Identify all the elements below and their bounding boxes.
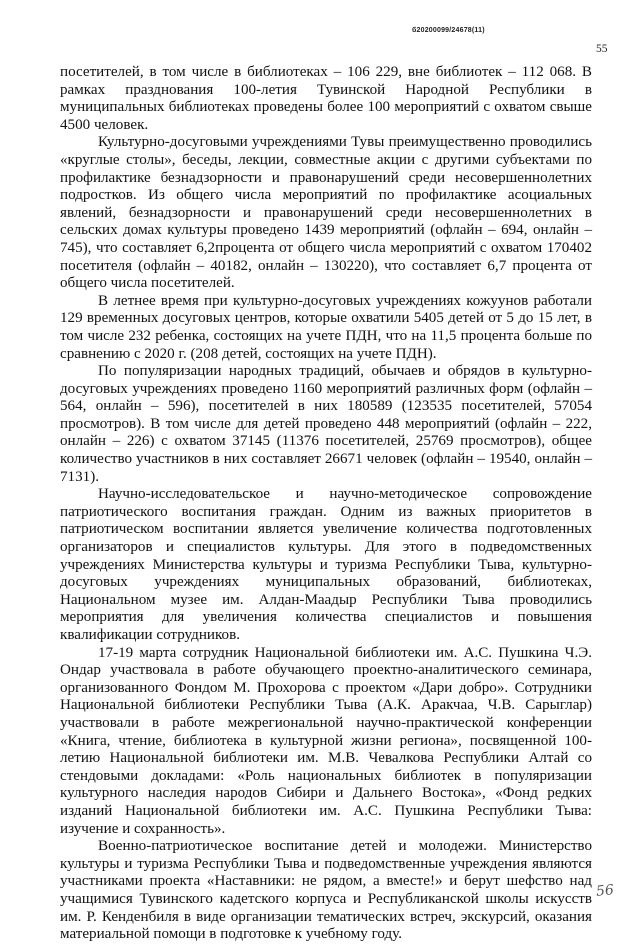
document-code: б20200099/24678(11) [412,27,485,34]
page-number: 55 [596,43,608,55]
paragraph-2: Культурно-досуговыми учреждениями Тувы преимущественно проводились «круглые столы», беседы, лекции, совместные акции с другими субъектами по профилактике безнадзорности и правонарушений среди несовершеннолетних подростков. Из общего числа мероприятий по профилактике асоциальных явлений, безнадзорности и правонарушений среди несовершеннолетних в сельских домах культуры проведено 1439 мероприятий (офлайн – 694, онлайн – 745), что составляет 6,2процента от общего числа мероприятий с охватом 170402 посетителя (офлайн – 40182, онлайн – 130220), что составляет 6,7 процента от общего числа посетителей. [60,134,592,292]
body-text [60,64,592,944]
paragraph-4: По популяризации народных традиций, обычаев и обрядов в культурно-досуговых учреждениях проведено 1160 мероприятий различных форм (офлайн – 564, онлайн – 596), посетителей в них 180589 (123535 посетителей, 57054 просмотров). В том числе для детей проведено 448 мероприятий (офлайн – 222, онлайн – 226) с охватом 37145 (11376 посетителей, 25769 просмотров), общее количество участников в них составляет 26671 человек (офлайн – 19540, онлайн – 7131). [60,363,592,485]
paragraph-6: 17-19 марта сотрудник Национальной библиотеки им. А.С. Пушкина Ч.Э. Ондар участвовала в работе обучающего проектно-аналитического семинара, организованного Фондом М. Прохорова с проектом «Дари добро». Сотрудники Национальной библиотеки Республики Тыва (А.К. Аракчаа, Ч.В. Сарыглар) участвовали в работе межрегиональной научно-практической конференции «Книга, чтение, библиотека в культурной жизни региона», посвященной 100-летию Национальной библиотеки им. М.В. Чевалкова Республики Алтай со стендовыми докладами: «Роль национальных библиотек в популяризации культурного наследия народов Сибири и Дальнего Востока», «Фонд редких изданий Национальной библиотеки им. А.С. Пушкина Республики Тыва: изучение и сохранность». [60,644,592,837]
handwritten-page-number: 56 [595,882,615,900]
paragraph-3: В летнее время при культурно-досуговых учреждениях кожуунов работали 129 временных досуговых центров, которые охватили 5405 детей от 5 до 15 лет, в том числе 232 ребенка, состоящих на учете ПДН, что на 11,5 процента больше по сравнению с 2020 г. (208 детей, состоящих на учете ПДН). [60,292,592,362]
paragraph-5: Научно-исследовательское и научно-методическое сопровождение патриотического воспитания граждан. Одним из важных приоритетов в патриотическом воспитании является увеличение количества подготовленных организаторов и специалистов культуры. Для этого в подведомственных учреждениях Министерства культуры и туризма Республики Тыва, культурно-досуговых учреждениях муниципальных образований, библиотеках, Национальном музее им. Алдан-Маадыр Республики Тыва проводились мероприятия для увеличения количества специалистов и повышения квалификации сотрудников. [60,486,592,643]
paragraph-7: Военно-патриотическое воспитание детей и молодежи. Министерство культуры и туризма Республики Тыва и подведомственные учреждения являются участниками проекта «Наставники: не рядом, а вместе!» и берут шефство над учащимися Тувинского кадетского корпуса и Республиканской школы искусств им. Р. Кенденбиля в виде организации тематических встреч, экскурсий, оказания материальной помощи в подготовке к учебному году. [60,838,592,943]
paragraph-1: посетителей, в том числе в библиотеках – 106 229, вне библиотек – 112 068. В рамках празднования 100-летия Тувинской Народной Республики в муниципальных библиотеках проведены более 100 мероприятий с охватом свыше 4500 человек. [60,64,592,133]
